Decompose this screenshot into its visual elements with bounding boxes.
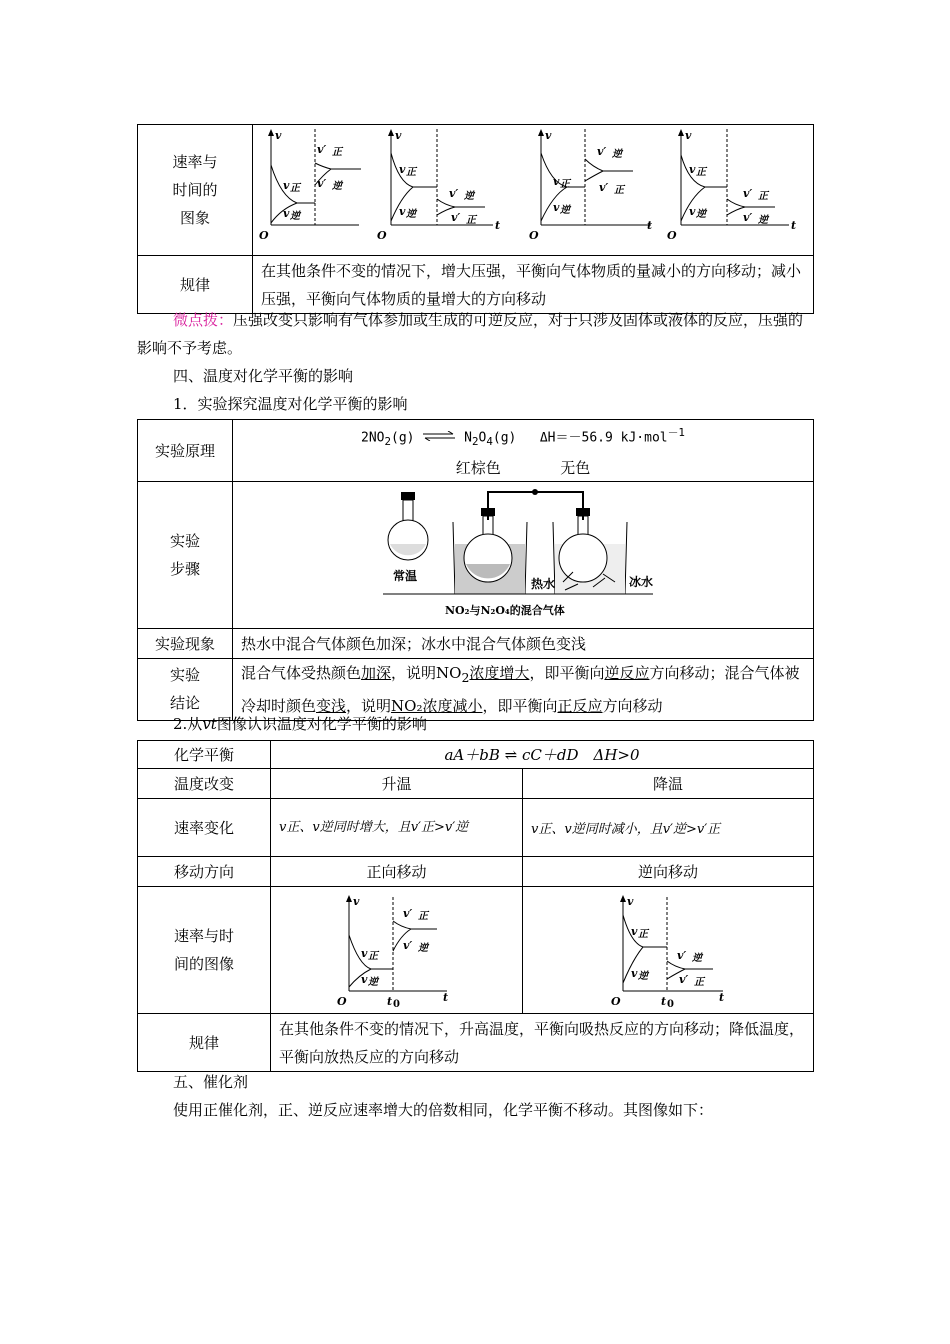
svg-text:正: 正	[368, 951, 378, 962]
svg-text:v′: v′	[677, 949, 687, 962]
svg-text:v′: v′	[599, 181, 609, 194]
temp-rule-label: 规律	[138, 1014, 271, 1072]
pressure-graph-2	[377, 129, 500, 242]
svg-text:逆: 逆	[368, 977, 378, 988]
experiment-table	[137, 419, 814, 721]
phenomenon-label: 实验现象	[138, 628, 233, 658]
pressure-table	[137, 124, 814, 314]
rate-label: 速率变化	[138, 799, 271, 857]
direction-cool: 逆向移动	[523, 857, 814, 887]
svg-text:v: v	[399, 205, 406, 218]
principle-content	[233, 420, 814, 482]
svg-text:v: v	[631, 925, 638, 938]
pressure-graphs-svg	[253, 125, 813, 251]
pressure-graph-3	[529, 129, 652, 242]
section4-heading: 四、温度对化学平衡的影响	[173, 367, 354, 385]
svg-text:逆: 逆	[332, 181, 342, 192]
svg-text:v: v	[361, 947, 368, 960]
pressure-graphs	[253, 125, 814, 256]
equilibrium-label: 化学平衡	[138, 741, 271, 769]
temp-equation: aA＋bB ⇌ cC＋dD ΔH>0	[271, 741, 814, 769]
conclusion-text: 混合气体受热颜色加深，说明$NO_2$浓度增大，即平衡向逆反应方向移动；混合气体被冷却时颜色变浅，说明NO₂浓度减小，即平衡向正反应方向移动	[233, 658, 814, 720]
svg-text:逆: 逆	[464, 191, 474, 202]
temperature-table	[137, 740, 814, 1072]
svg-text:逆: 逆	[560, 205, 570, 216]
svg-text:0: 0	[393, 999, 400, 1009]
hot-water-beaker	[453, 508, 555, 594]
svg-text:v: v	[553, 201, 560, 214]
svg-text:v: v	[553, 175, 560, 188]
svg-text:t: t	[387, 995, 393, 1008]
svg-text:逆: 逆	[692, 953, 702, 964]
mixture-label: NO₂与N₂O₄的混合气体	[445, 603, 565, 617]
apparatus-figure-cell	[233, 481, 814, 628]
tip-label: 微点拨：	[173, 311, 234, 329]
graph-row-label: 速率与 时间的 图象	[138, 125, 253, 256]
principle-label: 实验原理	[138, 420, 233, 482]
v-forward-label: v	[283, 179, 290, 192]
steps-label: 实验 步骤	[138, 481, 233, 628]
change-label: 温度改变	[138, 769, 271, 799]
svg-text:v′: v′	[449, 187, 459, 200]
svg-text:O: O	[611, 995, 621, 1008]
rate-cool: v正、v逆同时减小，且v′逆>v′正	[523, 799, 814, 857]
tip-paragraph	[137, 306, 817, 362]
section4-sub2: 2.从vt图像认识温度对化学平衡的影响	[173, 715, 427, 733]
section5-heading: 五、催化剂	[173, 1073, 249, 1091]
svg-text:正: 正	[638, 929, 648, 940]
color-left: 红棕色	[455, 458, 501, 477]
apparatus-figure	[233, 482, 813, 624]
svg-text:0: 0	[667, 999, 674, 1009]
heat-graph-cell	[271, 887, 523, 1014]
heat-header: 升温	[271, 769, 523, 799]
rate-heat: v正、v逆同时增大，且v′正>v′逆	[271, 799, 523, 857]
svg-text:正: 正	[694, 977, 704, 988]
svg-text:v: v	[353, 895, 360, 908]
svg-text:逆: 逆	[696, 209, 706, 220]
direction-heat: 正向移动	[271, 857, 523, 887]
pressure-graph-4	[667, 129, 796, 242]
svg-text:v′: v′	[743, 211, 753, 224]
v-prime-forward-label: v′	[317, 143, 327, 156]
svg-text:正: 正	[466, 215, 476, 226]
svg-text:v′: v′	[597, 145, 607, 158]
v-reverse-label: v	[283, 207, 290, 220]
svg-text:逆: 逆	[418, 943, 428, 954]
svg-text:v: v	[395, 129, 402, 142]
pressure-graph-1	[259, 129, 361, 242]
origin-label: O	[259, 229, 269, 242]
svg-text:逆: 逆	[758, 215, 768, 226]
svg-text:v′: v′	[679, 973, 689, 986]
pressure-rule-text: 在其他条件不变的情况下，增大压强，平衡向气体物质的量减小的方向移动；减小压强，平衡向气体物质的量增大的方向移动	[253, 256, 814, 314]
svg-text:热水: 热水	[531, 576, 556, 591]
cool-header: 降温	[523, 769, 814, 799]
svg-text:v′: v′	[743, 187, 753, 200]
svg-text:正: 正	[696, 167, 706, 178]
svg-text:O: O	[337, 995, 347, 1008]
svg-text:正: 正	[332, 147, 342, 158]
svg-text:O: O	[667, 229, 677, 242]
axis-v-label: v	[275, 129, 282, 142]
svg-text:正: 正	[614, 185, 624, 196]
svg-text:v: v	[631, 967, 638, 980]
svg-text:v: v	[399, 163, 406, 176]
svg-text:正: 正	[560, 179, 570, 190]
conclusion-label: 实验 结论	[138, 658, 233, 720]
color-right: 无色	[560, 458, 591, 477]
svg-text:冰水: 冰水	[629, 574, 654, 589]
pressure-rule-label: 规律	[138, 256, 253, 314]
temp-rule-text: 在其他条件不变的情况下，升高温度，平衡向吸热反应的方向移动；降低温度，平衡向放热反应的方向移动	[271, 1014, 814, 1072]
ice-water-beaker	[553, 508, 653, 594]
svg-text:v: v	[689, 163, 696, 176]
reaction-equation: $2NO_2(g)$ $N_2O_4(g)$ ΔH＝－56.9 kJ·mol$^{-1}$	[361, 426, 685, 448]
equilibrium-arrow-icon	[422, 431, 456, 441]
heat-graph	[271, 887, 506, 1009]
svg-text:逆: 逆	[612, 149, 622, 160]
section5-text: 使用正催化剂，正、逆反应速率增大的倍数相同，化学平衡不移动。其图像如下：	[173, 1101, 714, 1119]
svg-text:v: v	[685, 129, 692, 142]
v-prime-reverse-label: v′	[317, 177, 327, 190]
svg-text:t: t	[495, 219, 501, 232]
svg-text:v: v	[627, 895, 634, 908]
svg-text:t: t	[443, 991, 449, 1004]
direction-label: 移动方向	[138, 857, 271, 887]
svg-text:v: v	[689, 205, 696, 218]
svg-text:逆: 逆	[406, 209, 416, 220]
svg-text:O: O	[529, 229, 539, 242]
svg-text:正: 正	[758, 191, 768, 202]
svg-text:t: t	[719, 991, 725, 1004]
svg-text:v′: v′	[403, 939, 413, 952]
svg-text:逆: 逆	[638, 971, 648, 982]
tip-text: 压强改变只影响有气体参加或生成的可逆反应，对于只涉及固体或液体的反应，压强的影响不予考虑。	[137, 311, 804, 357]
section4-sub1: 1．实验探究温度对化学平衡的影响	[173, 395, 408, 413]
phenomenon-text: 热水中混合气体颜色加深；冰水中混合气体颜色变浅	[233, 628, 814, 658]
svg-text:常温: 常温	[393, 568, 418, 583]
room-temp-flask	[388, 492, 428, 583]
svg-text:正: 正	[418, 911, 428, 922]
svg-text:t: t	[661, 995, 667, 1008]
svg-text:v′: v′	[451, 211, 461, 224]
svg-text:正: 正	[406, 167, 416, 178]
svg-text:v′: v′	[403, 907, 413, 920]
cool-graph	[523, 887, 813, 1009]
svg-text:O: O	[377, 229, 387, 242]
svg-text:v: v	[361, 973, 368, 986]
svg-text:v: v	[545, 129, 552, 142]
svg-text:正: 正	[290, 183, 300, 194]
cool-graph-cell	[523, 887, 814, 1014]
temp-graph-label: 速率与时 间的图像	[138, 887, 271, 1014]
svg-text:逆: 逆	[290, 211, 300, 222]
svg-text:t: t	[647, 219, 653, 232]
svg-text:t: t	[791, 219, 797, 232]
